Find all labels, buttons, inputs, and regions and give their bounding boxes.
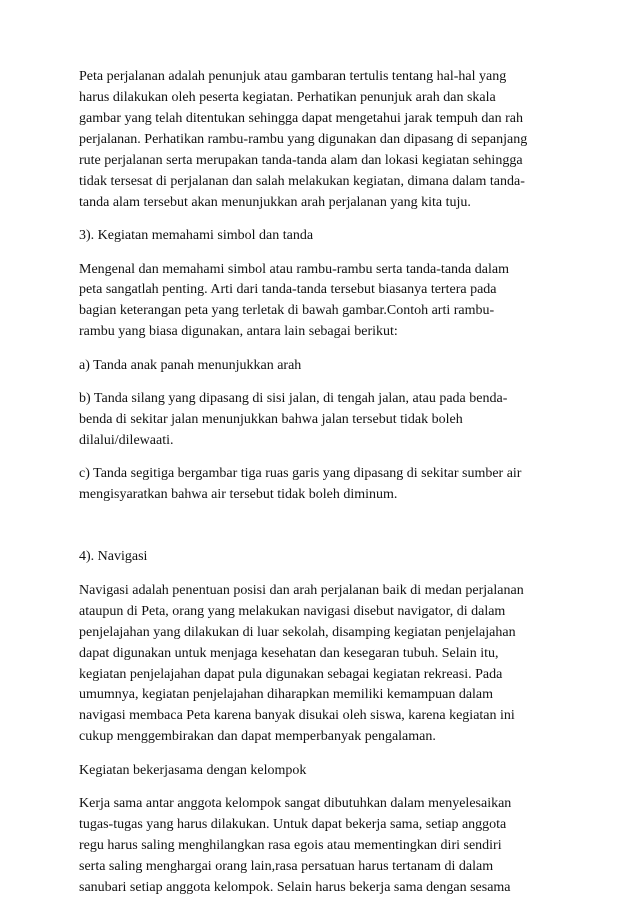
paragraph-2-line: rambu yang biasa digunakan, antara lain sebagai berikut: <box>79 324 398 340</box>
list-item-b-line: benda di sekitar jalan menunjukkan bahwa jalan tersebut tidak boleh <box>79 412 463 428</box>
paragraph-3-line: navigasi membaca Peta karena banyak disukai oleh siswa, karena kegiatan ini <box>79 708 515 724</box>
paragraph-4-line: serta saling menghargai orang lain,rasa persatuan harus tertanam di dalam <box>79 859 494 875</box>
list-item-c-line: c) Tanda segitiga bergambar tiga ruas garis yang dipasang di sekitar sumber air <box>79 466 522 482</box>
paragraph-3-line: umumnya, kegiatan penjelajahan diharapkan memiliki kemampuan dalam <box>79 687 494 703</box>
section-heading-4: 4). Navigasi <box>79 549 148 565</box>
list-item-b-line: dilalui/dilewaati. <box>79 433 174 449</box>
paragraph-3-line: Navigasi adalah penentuan posisi dan arah perjalanan baik di medan perjalanan <box>79 582 524 598</box>
list-item-c-line: mengisyaratkan bahwa air tersebut tidak boleh diminum. <box>79 487 398 503</box>
section-heading-5: Kegiatan bekerjasama dengan kelompok <box>79 762 307 778</box>
paragraph-2-line: peta sangatlah penting. Arti dari tanda-tanda tersebut biasanya tertera pada <box>79 282 497 298</box>
list-item-b-line: b) Tanda silang yang dipasang di sisi jalan, di tengah jalan, atau pada benda- <box>79 391 508 407</box>
paragraph-3-line: kegiatan penjelajahan dapat pula digunakan sebagai kegiatan rekreasi. Pada <box>79 666 503 682</box>
paragraph-1-line: Peta perjalanan adalah penunjuk atau gambaran tertulis tentang hal-hal yang <box>79 69 507 84</box>
paragraph-4-line: Kerja sama antar anggota kelompok sangat dibutuhkan dalam menyelesaikan <box>79 796 512 812</box>
paragraph-3-line: cukup menggembirakan dan dapat memperbanyak pengalaman. <box>79 729 436 745</box>
paragraph-3-line: penjelajahan yang dilakukan di luar sekolah, disamping kegiatan penjelajahan <box>79 624 516 640</box>
paragraph-1-line: rute perjalanan serta merupakan tanda-tanda alam dan lokasi kegiatan sehingga <box>79 152 523 168</box>
paragraph-2-line: bagian keterangan peta yang terletak di bawah gambar.Contoh arti rambu- <box>79 303 495 319</box>
paragraph-4-line: sanubari setiap anggota kelompok. Selain harus bekerja sama dengan sesama <box>79 880 511 895</box>
paragraph-1-line: tidak tersesat di perjalanan dan salah melakukan kegiatan, dimana dalam tanda- <box>79 173 525 189</box>
paragraph-3-line: dapat digunakan untuk menjaga kesehatan dan kesegaran tubuh. Selain itu, <box>79 645 499 661</box>
paragraph-1-line: harus dilakukan oleh peserta kegiatan. Perhatikan penunjuk arah dan skala <box>79 89 496 105</box>
paragraph-2-line: Mengenal dan memahami simbol atau rambu-rambu serta tanda-tanda dalam <box>79 261 509 277</box>
paragraph-4-line: tugas-tugas yang harus dilakukan. Untuk dapat bekerja sama, setiap anggota <box>79 817 507 833</box>
paragraph-1-line: gambar yang telah ditentukan sehingga dapat mengetahui jarak tempuh dan rah <box>79 110 523 126</box>
paragraph-3-line: ataupun di Peta, orang yang melakukan navigasi disebut navigator, di dalam <box>79 603 506 619</box>
paragraph-1-line: tanda alam tersebut akan menunjukkan arah perjalanan yang kita tuju. <box>79 194 471 210</box>
paragraph-1-line: perjalanan. Perhatikan rambu-rambu yang digunakan dan dipasang di sepanjang <box>79 131 528 147</box>
paragraph-4-line: regu harus saling menghilangkan rasa egois atau mementingkan diri sendiri <box>79 838 502 854</box>
section-heading-3: 3). Kegiatan memahami simbol dan tanda <box>79 228 314 244</box>
list-item-a: a) Tanda anak panah menunjukkan arah <box>79 357 302 373</box>
